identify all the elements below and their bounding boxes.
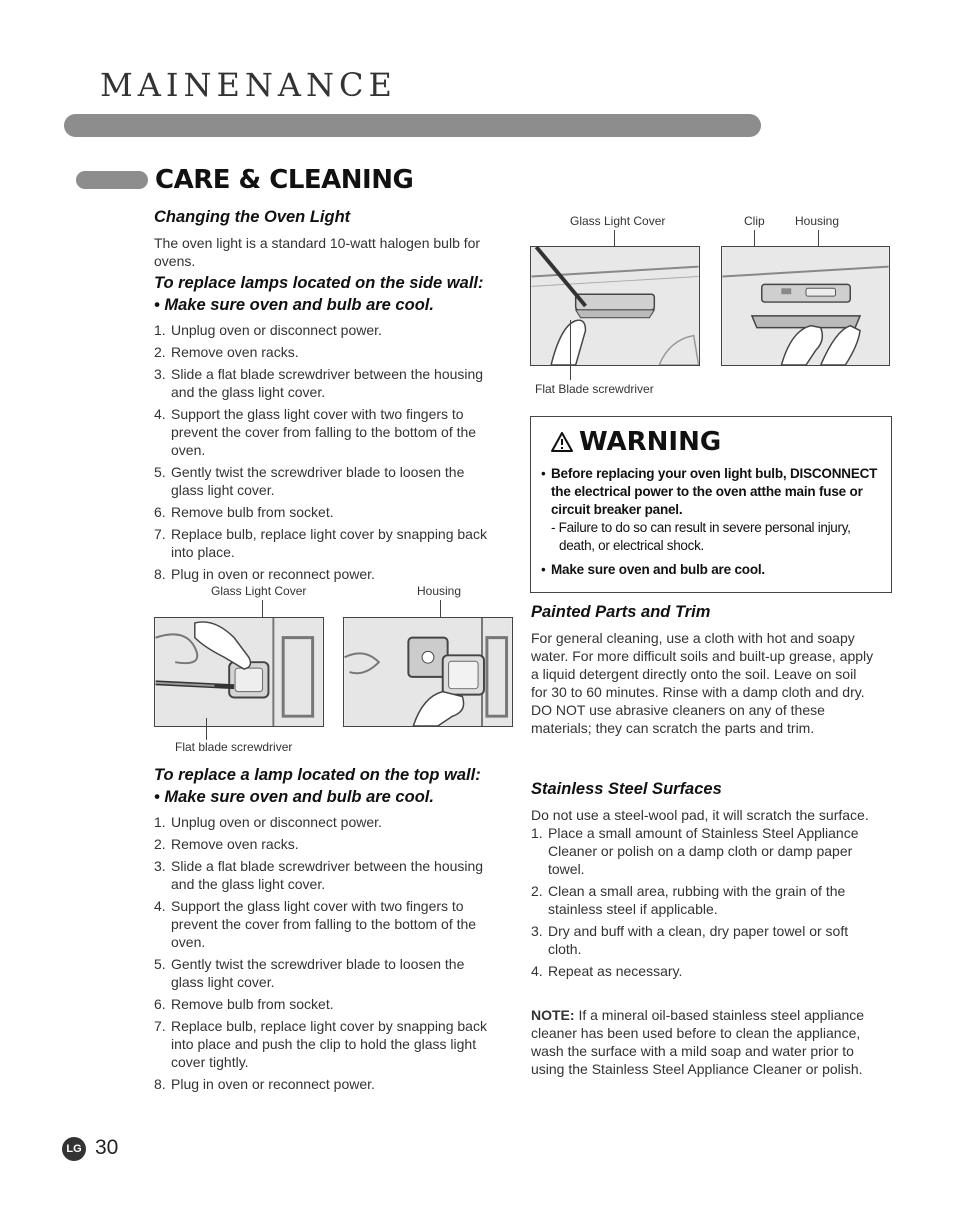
- step-number: 2.: [531, 883, 543, 899]
- step-number: 2.: [154, 344, 166, 360]
- step-number: 3.: [154, 366, 166, 382]
- side-wall-illustration-1: [154, 617, 324, 727]
- step-number: 8.: [154, 1076, 166, 1092]
- top-wall-illustration-1: [530, 246, 700, 366]
- step-number: 8.: [154, 566, 166, 582]
- warning-item: [541, 561, 886, 579]
- stainless-intro: Do not use a steel-wool pad, it will scratch the surface.: [531, 807, 869, 823]
- step-text: Slide a flat blade screwdriver between the housing and the glass light cover.: [171, 858, 484, 892]
- step-number: 2.: [154, 836, 166, 852]
- warning-title: [551, 427, 721, 457]
- step-number: 1.: [531, 825, 543, 841]
- step-text: Repeat as necessary.: [548, 963, 683, 979]
- oven-light-intro: The oven light is a standard 10-watt halogen bulb for ovens.: [154, 235, 481, 269]
- side-wall-steps: [154, 321, 499, 587]
- lg-logo-icon: LG: [62, 1137, 86, 1161]
- caption-housing-top: Housing: [795, 214, 840, 228]
- leader-line: [206, 718, 207, 740]
- step-number: 3.: [531, 923, 543, 939]
- caption-clip: Clip: [744, 214, 765, 228]
- step-number: 6.: [154, 996, 166, 1012]
- top-wall-heading-line2: • Make sure oven and bulb are cool.: [154, 788, 434, 806]
- warning-title-text: WARNING: [579, 427, 722, 457]
- step-text: Remove oven racks.: [171, 836, 299, 852]
- step-text: Unplug oven or disconnect power.: [171, 814, 382, 830]
- warning-list: [541, 465, 886, 585]
- stainless-note: [531, 1006, 866, 1078]
- caption-glass-light-cover-top: Glass Light Cover: [570, 214, 666, 228]
- warning-item-text: Before replacing your oven light bulb, DISCONNECT the electrical power to the oven atthe main fuse or circuit breaker panel.: [551, 466, 878, 517]
- list-item: [154, 565, 499, 583]
- step-text: Clean a small area, rubbing with the grain of the stainless steel if applicable.: [548, 883, 846, 917]
- list-item: [154, 1075, 499, 1093]
- step-number: 4.: [154, 898, 166, 914]
- step-number: 4.: [531, 963, 543, 979]
- caption-glass-light-cover: Glass Light Cover: [211, 584, 307, 598]
- section-pill: [76, 171, 148, 189]
- step-number: 3.: [154, 858, 166, 874]
- step-text: Replace bulb, replace light cover by snapping back into place and push the clip to hold the glass light cover tightly.: [171, 1018, 487, 1070]
- header-bar: [64, 114, 761, 137]
- list-item: [154, 365, 499, 401]
- list-item: [154, 463, 499, 499]
- section-title: CARE & CLEANING: [155, 165, 414, 195]
- step-text: Place a small amount of Stainless Steel Appliance Cleaner or polish on a damp cloth or damp paper towel.: [548, 825, 859, 877]
- step-text: Gently twist the screwdriver blade to loosen the glass light cover.: [171, 464, 465, 498]
- step-text: Remove oven racks.: [171, 344, 299, 360]
- stainless-steps: [531, 824, 876, 984]
- step-number: 4.: [154, 406, 166, 422]
- bullet: •: [541, 466, 546, 481]
- warning-triangle-icon: [551, 432, 573, 452]
- step-text: Slide a flat blade screwdriver between the housing and the glass light cover.: [171, 366, 484, 400]
- list-item: [154, 321, 499, 339]
- step-text: Remove bulb from socket.: [171, 996, 334, 1012]
- step-number: 7.: [154, 1018, 166, 1034]
- step-number: 5.: [154, 956, 166, 972]
- page-title: MAINENANCE: [100, 66, 397, 104]
- step-number: 5.: [154, 464, 166, 480]
- step-text: Gently twist the screwdriver blade to loosen the glass light cover.: [171, 956, 465, 990]
- warning-item-sub: - Failure to do so can result in severe personal injury, death, or electrical shock.: [551, 520, 851, 553]
- list-item: [154, 1017, 499, 1071]
- step-text: Support the glass light cover with two fingers to prevent the cover from falling to the bottom of the oven.: [171, 406, 477, 458]
- list-item: [154, 813, 499, 831]
- side-wall-heading-line2: • Make sure oven and bulb are cool.: [154, 296, 434, 314]
- list-item: [154, 955, 499, 991]
- warning-box: [530, 416, 892, 593]
- warning-item-text: Make sure oven and bulb are cool.: [551, 562, 765, 577]
- painted-heading: Painted Parts and Trim: [531, 603, 711, 621]
- caption-flat-blade-screwdriver-top: Flat Blade screwdriver: [535, 382, 654, 396]
- list-item: [531, 882, 876, 918]
- page-number: 30: [95, 1136, 119, 1159]
- stainless-heading: Stainless Steel Surfaces: [531, 780, 722, 798]
- step-number: 7.: [154, 526, 166, 542]
- step-text: Dry and buff with a clean, dry paper towel or soft cloth.: [548, 923, 849, 957]
- top-wall-illustration-2: [721, 246, 890, 366]
- list-item: [154, 525, 499, 561]
- step-text: Plug in oven or reconnect power.: [171, 1076, 375, 1092]
- step-text: Unplug oven or disconnect power.: [171, 322, 382, 338]
- list-item: [154, 897, 499, 951]
- list-item: [531, 962, 876, 980]
- warning-item: [541, 465, 886, 555]
- list-item: [154, 835, 499, 853]
- step-text: Support the glass light cover with two fingers to prevent the cover from falling to the bottom of the oven.: [171, 898, 477, 950]
- top-wall-heading-line1: To replace a lamp located on the top wall:: [154, 766, 481, 784]
- side-wall-heading-line1: To replace lamps located on the side wall:: [154, 274, 484, 292]
- step-number: 6.: [154, 504, 166, 520]
- caption-flat-blade-screwdriver: Flat blade screwdriver: [175, 740, 293, 754]
- side-wall-heading: [154, 272, 524, 316]
- step-number: 1.: [154, 322, 166, 338]
- note-label: NOTE:: [531, 1007, 575, 1023]
- side-wall-illustration-2: [343, 617, 513, 727]
- list-item: [154, 405, 499, 459]
- top-wall-heading: [154, 764, 524, 808]
- caption-housing: Housing: [417, 584, 462, 598]
- list-item: [154, 995, 499, 1013]
- list-item: [154, 503, 499, 521]
- step-text: Remove bulb from socket.: [171, 504, 334, 520]
- top-wall-steps: [154, 813, 499, 1097]
- list-item: [531, 824, 876, 878]
- step-number: 1.: [154, 814, 166, 830]
- step-text: Plug in oven or reconnect power.: [171, 566, 375, 582]
- step-text: Replace bulb, replace light cover by snapping back into place.: [171, 526, 487, 560]
- list-item: [154, 857, 499, 893]
- list-item: [154, 343, 499, 361]
- leader-line: [570, 320, 571, 380]
- oven-light-heading: Changing the Oven Light: [154, 208, 351, 226]
- bullet: •: [541, 562, 546, 577]
- list-item: [531, 922, 876, 958]
- note-text: If a mineral oil-based stainless steel appliance cleaner has been used before to clean the appliance, wash the surface with a mild soap and water prior to using the Stainless Steel Appliance Cleaner or polish.: [531, 1007, 865, 1077]
- painted-body: For general cleaning, use a cloth with hot and soapy water. For more difficult soils and built-up grease, apply a liquid detergent directly onto the soil. Leave on soil for 30 to 60 minutes. Rinse with a damp cloth and dry. DO NOT use abrasive cleaners on any of these materials; they can scratch the parts and trim.: [531, 630, 874, 736]
